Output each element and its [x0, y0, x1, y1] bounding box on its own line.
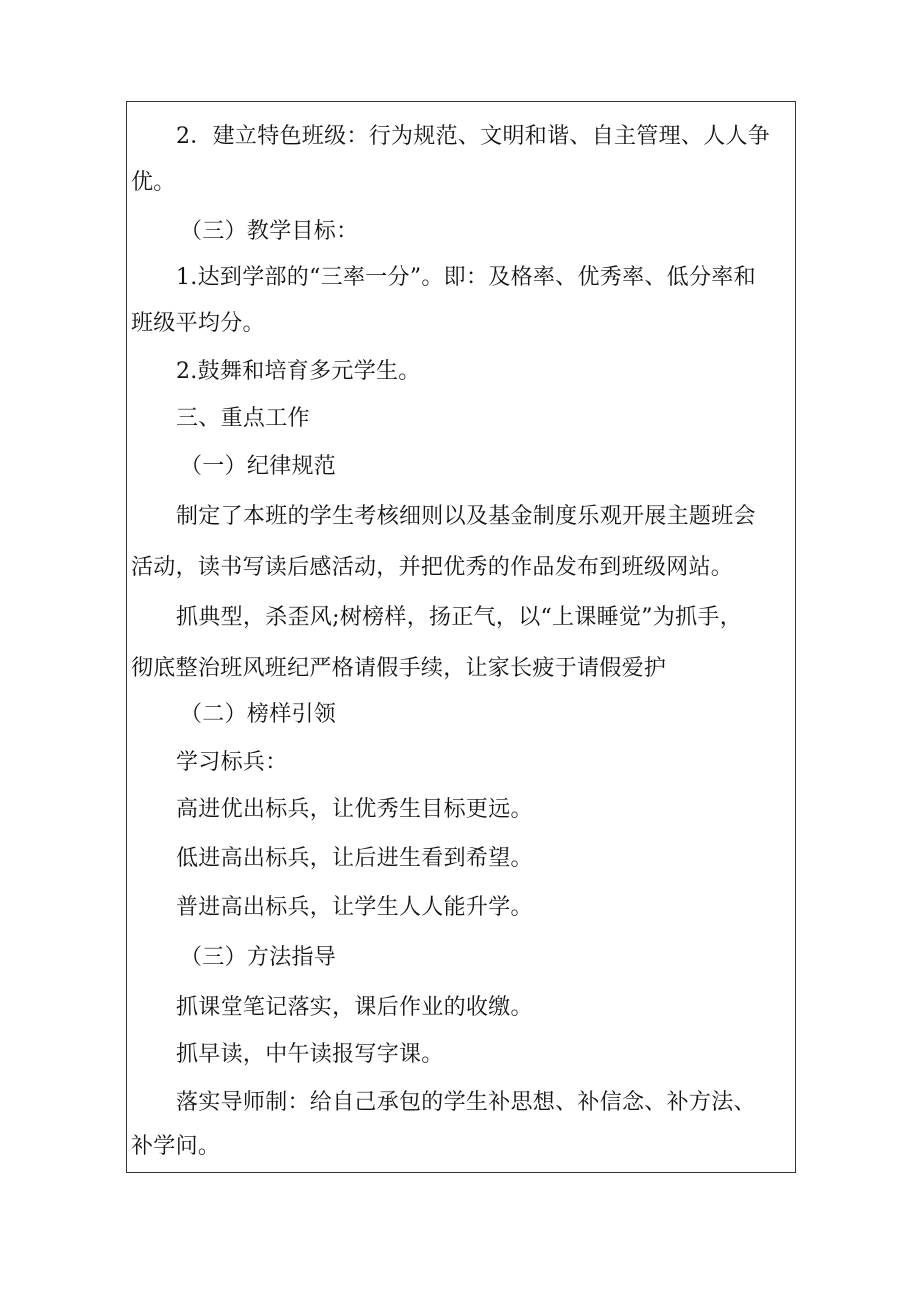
text-line: 普进高出标兵，让学生人人能升学。 — [176, 895, 533, 920]
text-line: 补学问。 — [131, 1134, 221, 1159]
section-heading: （三）方法指导 — [180, 945, 337, 970]
text-line: 班级平均分。 — [131, 311, 265, 336]
text-line: 高进优出标兵，让优秀生目标更远。 — [176, 797, 533, 822]
section-heading: （三）教学目标： — [180, 219, 359, 244]
section-heading: （二）榜样引领 — [180, 702, 337, 727]
text-line: 活动，读书写读后感活动，并把优秀的作品发布到班级网站。 — [131, 555, 734, 580]
section-heading: 三、重点工作 — [176, 406, 310, 431]
text-line: 2．建立特色班级：行为规范、文明和谐、自主管理、人人争 — [176, 124, 771, 149]
document-table-cell — [126, 101, 796, 1173]
text-line: 低进高出标兵，让后进生看到希望。 — [176, 846, 533, 871]
section-heading: （一）纪律规范 — [180, 454, 337, 479]
text-line: 抓课堂笔记落实，课后作业的收缴。 — [176, 995, 533, 1020]
text-line: 2.鼓舞和培育多元学生。 — [176, 359, 421, 384]
text-line: 抓典型，杀歪风;树榜样，扬正气，以“上课睡觉”为抓手， — [176, 605, 743, 630]
text-line: 学习标兵： — [176, 750, 288, 775]
text-line: 1.达到学部的“三率一分”。即：及格率、优秀率、低分率和 — [176, 265, 756, 290]
text-line: 彻底整治班风班纪严格请假手续，让家长疲于请假爱护 — [131, 656, 667, 681]
text-line: 落实导师制：给自己承包的学生补思想、补信念、补方法、 — [176, 1090, 756, 1115]
text-line: 优。 — [131, 170, 176, 195]
text-line: 抓早读，中午读报写字课。 — [176, 1042, 444, 1067]
text-line: 制定了本班的学生考核细则以及基金制度乐观开展主题班会 — [176, 504, 756, 529]
